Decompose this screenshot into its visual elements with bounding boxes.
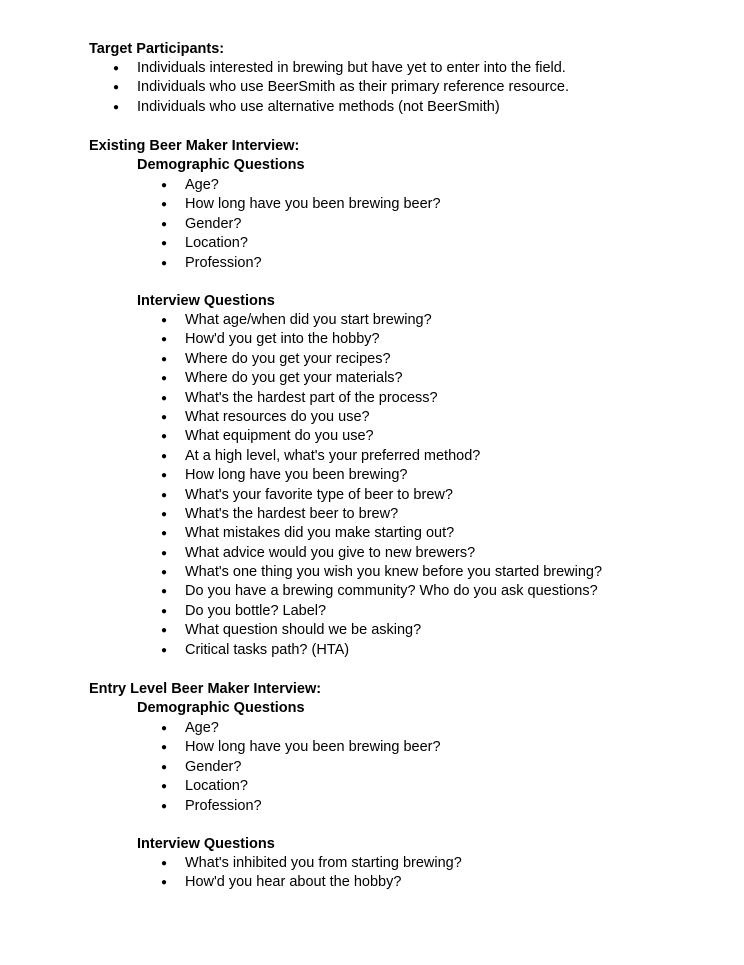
list-item-text: What's your favorite type of beer to brew? — [185, 486, 453, 503]
existing-interview-heading: Existing Beer Maker Interview: — [89, 138, 300, 154]
list-item-text: Profession? — [185, 254, 262, 271]
entry-demographic-heading: Demographic Questions — [137, 700, 305, 716]
list-item-text: How'd you hear about the hobby? — [185, 874, 402, 891]
target-participants-list — [113, 59, 713, 117]
bullet-icon: ● — [161, 547, 168, 559]
bullet-icon: ● — [161, 567, 168, 579]
bullet-icon: ● — [113, 63, 120, 74]
list-item — [161, 389, 721, 408]
bullet-icon: ● — [161, 742, 168, 754]
list-item — [161, 621, 721, 640]
list-item-text: What advice would you give to new brewers? — [185, 544, 476, 561]
list-item-text: Critical tasks path? (HTA) — [185, 641, 350, 658]
list-item-text: Do you have a brewing community? Who do you ask questions? — [185, 583, 598, 600]
bullet-icon: ● — [161, 257, 168, 269]
list-item-text: What's one thing you wish you knew before you started brewing? — [185, 564, 603, 581]
bullet-icon: ● — [161, 470, 168, 482]
bullet-icon: ● — [161, 781, 168, 793]
bullet-icon: ● — [161, 392, 168, 404]
list-item — [161, 719, 721, 738]
list-item — [161, 563, 721, 582]
bullet-icon: ● — [161, 411, 168, 423]
bullet-icon: ● — [161, 761, 168, 773]
entry-interview-heading: Entry Level Beer Maker Interview: — [89, 681, 322, 697]
list-item-text: How long have you been brewing? — [185, 467, 408, 484]
list-item-text: Location? — [185, 778, 248, 795]
existing-interview-questions-list — [161, 311, 721, 660]
list-item-text: Individuals interested in brewing but have yet to enter into the field. — [137, 60, 566, 76]
existing-demographic-list — [161, 176, 721, 273]
existing-demographic-heading: Demographic Questions — [137, 157, 305, 173]
list-item — [161, 602, 721, 621]
bullet-icon: ● — [161, 605, 168, 617]
list-item — [161, 447, 721, 466]
list-item-text: What resources do you use? — [185, 408, 370, 425]
list-item — [161, 234, 721, 253]
list-item-text: What equipment do you use? — [185, 428, 374, 445]
target-participants-heading: Target Participants: — [89, 41, 225, 57]
list-item-text: Individuals who use alternative methods (not BeerSmith) — [137, 98, 500, 115]
list-item — [161, 369, 721, 388]
list-item-text: How'd you get into the hobby? — [185, 331, 380, 348]
list-item — [161, 254, 721, 273]
bullet-icon: ● — [161, 218, 168, 230]
bullet-icon: ● — [161, 334, 168, 346]
bullet-icon: ● — [161, 586, 168, 598]
bullet-icon: ● — [161, 238, 168, 250]
list-item — [161, 466, 721, 485]
list-item-text: What's the hardest beer to brew? — [185, 505, 399, 522]
list-item-text: What mistakes did you make starting out? — [185, 525, 455, 542]
list-item-text: Where do you get your recipes? — [185, 350, 391, 367]
bullet-icon: ● — [161, 858, 168, 869]
bullet-icon: ● — [113, 101, 120, 113]
bullet-icon: ● — [161, 528, 168, 540]
list-item — [161, 797, 721, 816]
list-item-text: Age? — [185, 720, 219, 736]
bullet-icon: ● — [161, 877, 168, 889]
list-item — [161, 311, 721, 330]
list-item-text: Profession? — [185, 797, 262, 814]
list-item — [161, 854, 721, 873]
list-item-text: Where do you get your materials? — [185, 370, 403, 387]
list-item-text: What's inhibited you from starting brewing? — [185, 855, 462, 871]
list-item-text: Gender? — [185, 758, 242, 775]
list-item — [161, 544, 721, 563]
list-item — [161, 350, 721, 369]
list-item — [161, 758, 721, 777]
list-item-text: How long have you been brewing beer? — [185, 196, 441, 213]
list-item — [161, 330, 721, 349]
list-item-text: Location? — [185, 235, 248, 252]
bullet-icon: ● — [161, 180, 168, 191]
bullet-icon: ● — [161, 199, 168, 211]
list-item — [161, 408, 721, 427]
bullet-icon: ● — [161, 508, 168, 520]
list-item-text: Individuals who use BeerSmith as their primary reference resource. — [137, 79, 569, 96]
list-item — [161, 176, 721, 195]
list-item — [161, 427, 721, 446]
bullet-icon: ● — [161, 489, 168, 501]
list-item-text: Gender? — [185, 215, 242, 232]
list-item-text: At a high level, what's your preferred method? — [185, 447, 481, 464]
existing-interview-questions-heading: Interview Questions — [137, 293, 275, 309]
bullet-icon: ● — [161, 723, 168, 734]
list-item-text: How long have you been brewing beer? — [185, 739, 441, 756]
list-item — [161, 486, 721, 505]
entry-interview-questions-heading: Interview Questions — [137, 836, 275, 852]
bullet-icon: ● — [161, 800, 168, 812]
bullet-icon: ● — [161, 625, 168, 637]
list-item — [161, 873, 721, 892]
list-item-text: What age/when did you start brewing? — [185, 312, 432, 328]
bullet-icon: ● — [161, 644, 168, 656]
bullet-icon: ● — [113, 82, 120, 94]
list-item — [161, 641, 721, 660]
bullet-icon: ● — [161, 373, 168, 385]
entry-demographic-list — [161, 719, 721, 816]
bullet-icon: ● — [161, 315, 168, 326]
list-item-text: Do you bottle? Label? — [185, 602, 327, 619]
list-item — [161, 738, 721, 757]
list-item-text: What question should we be asking? — [185, 622, 422, 639]
list-item — [161, 505, 721, 524]
list-item — [161, 777, 721, 796]
list-item-text: What's the hardest part of the process? — [185, 389, 438, 406]
list-item — [113, 98, 713, 117]
list-item — [161, 195, 721, 214]
list-item — [161, 524, 721, 543]
bullet-icon: ● — [161, 353, 168, 365]
list-item-text: Age? — [185, 177, 219, 193]
bullet-icon: ● — [161, 431, 168, 443]
entry-interview-questions-list — [161, 854, 721, 893]
list-item — [113, 78, 713, 97]
list-item — [161, 582, 721, 601]
list-item — [161, 215, 721, 234]
bullet-icon: ● — [161, 450, 168, 462]
list-item — [113, 59, 713, 78]
